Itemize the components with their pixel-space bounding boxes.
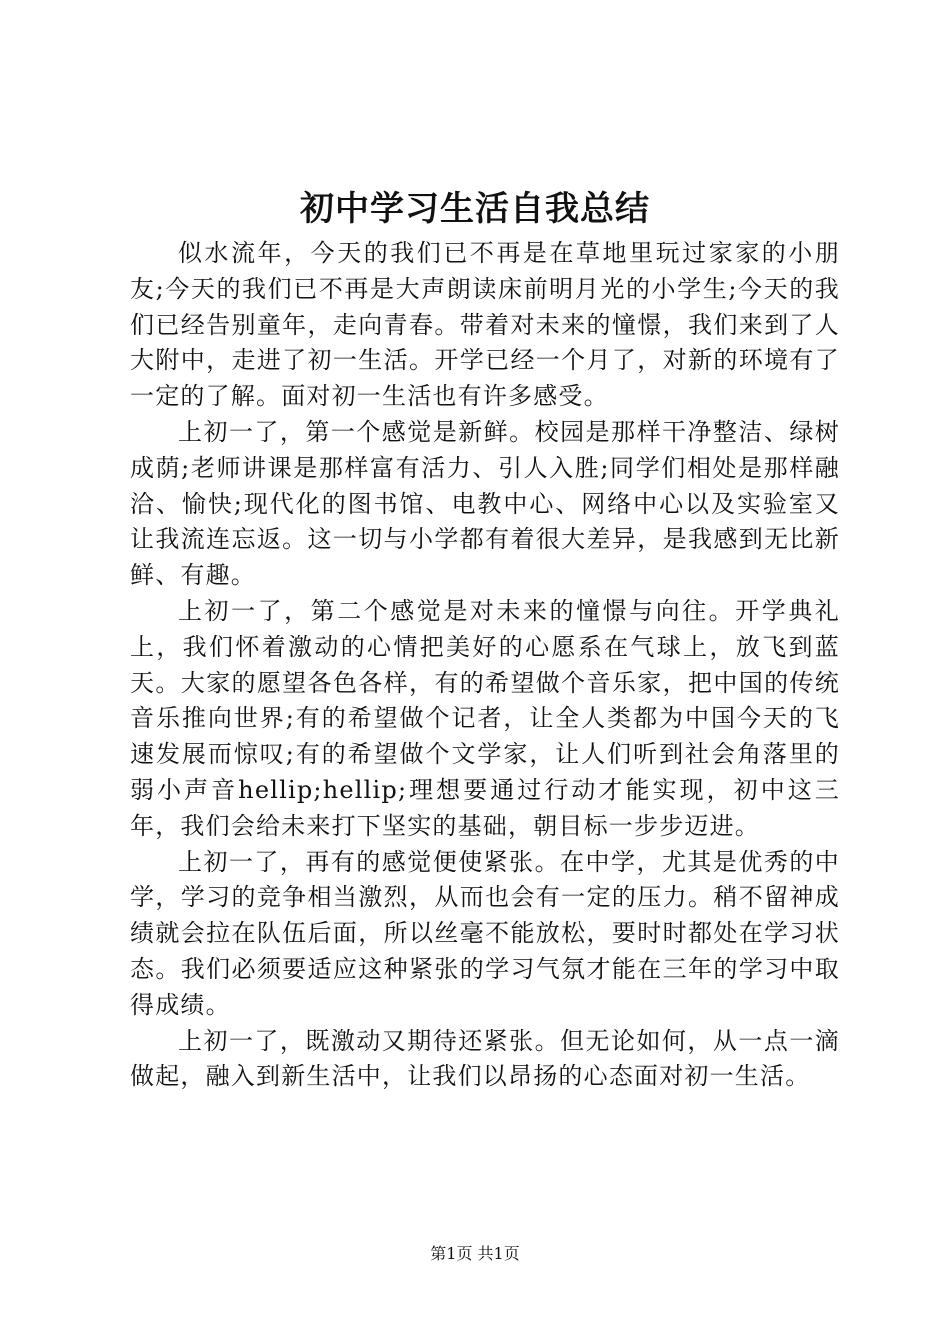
- document-title: 初中学习生活自我总结: [300, 189, 650, 229]
- paragraph-3: 上初一了，第二个感觉是对未来的憧憬与向往。开学典礼上，我们怀着激动的心情把美好的心愿系在气球上，放飞到蓝天。大家的愿望各色各样，有的希望做个音乐家，把中国的传统音乐推向世界;有的希望做个记者，让全人类都为中国今天的飞速发展而惊叹;有的希望做个文学家，让人们听到社会角落里的弱小声音hellip;hellip;理想要通过行动才能实现，初中这三年，我们会给未来打下坚实的基础，朝目标一步步迈进。: [130, 596, 840, 840]
- paragraph-4: 上初一了，再有的感觉便使紧张。在中学，尤其是优秀的中学，学习的竞争相当激烈，从而也会有一定的压力。稍不留神成绩就会拉在队伍后面，所以丝毫不能放松，要时时都处在学习状态。我们必须要适应这种紧张的学习气氛才能在三年的学习中取得成绩。: [130, 847, 840, 1019]
- paragraph-1: 似水流年，今天的我们已不再是在草地里玩过家家的小朋友;今天的我们已不再是大声朗读床前明月光的小学生;今天的我们已经告别童年，走向青春。带着对未来的憧憬，我们来到了人大附中，走进了初一生活。开学已经一个月了，对新的环境有了一定的了解。面对初一生活也有许多感受。: [130, 239, 840, 411]
- paragraph-5: 上初一了，既激动又期待还紧张。但无论如何，从一点一滴做起，融入到新生活中，让我们以昂扬的心态面对初一生活。: [130, 1026, 840, 1091]
- page-number: 第1页: [430, 1244, 473, 1263]
- page-footer: [0, 1242, 950, 1266]
- paragraph-2: 上初一了，第一个感觉是新鲜。校园是那样干净整洁、绿树成荫;老师讲课是那样富有活力、引人入胜;同学们相处是那样融洽、愉快;现代化的图书馆、电教中心、网络中心以及实验室又让我流连忘返。这一切与小学都有着很大差异，是我感到无比新鲜、有趣。: [130, 417, 840, 590]
- page-total: 共1页: [477, 1244, 520, 1263]
- document-body: [130, 236, 840, 1095]
